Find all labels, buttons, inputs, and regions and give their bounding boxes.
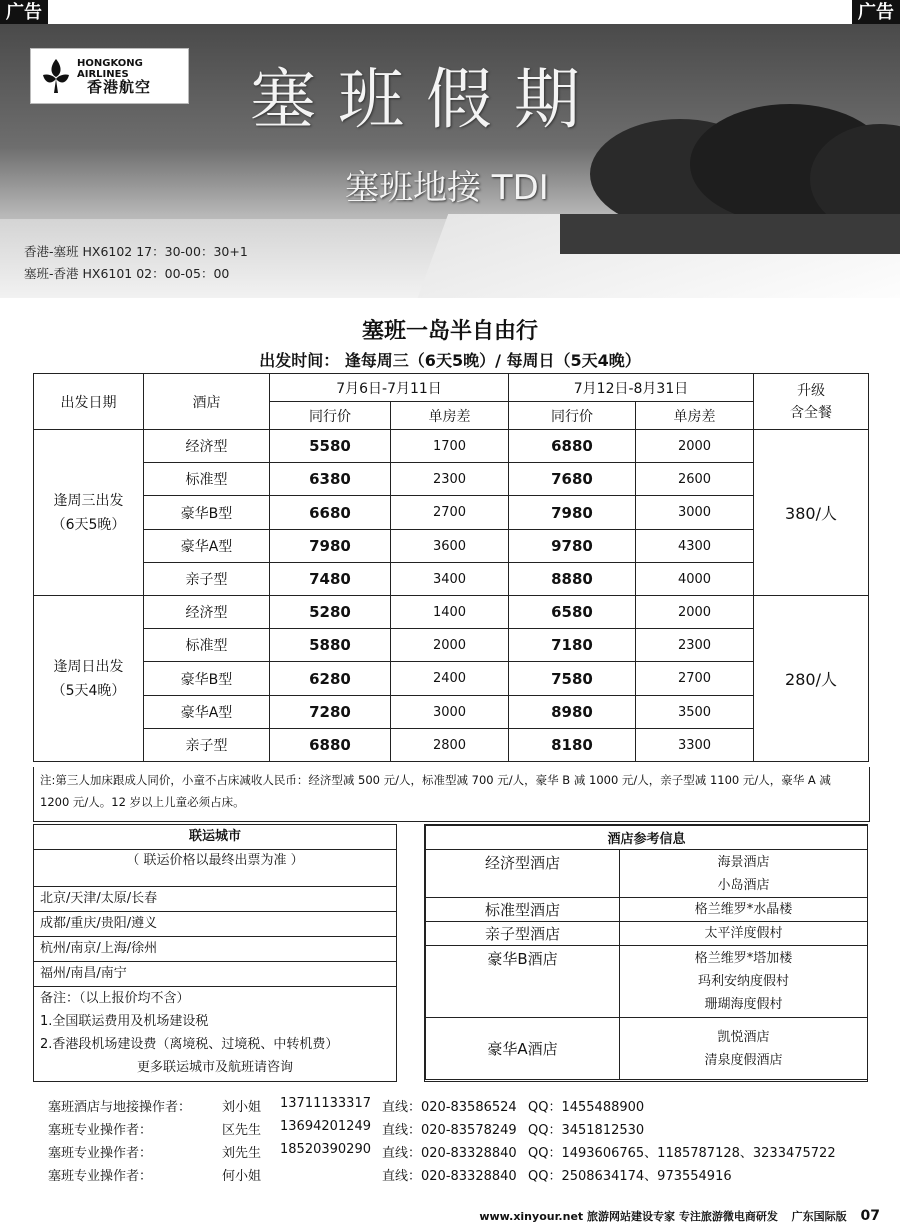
hotel-type: 经济型 <box>144 596 270 629</box>
footer-text: www.xinyour.net 旅游网站建设专家 专注旅游微电商研发 <box>479 1210 778 1223</box>
price-period-1: 5880 <box>270 629 391 662</box>
contact-qq: QQ：1455488900 <box>528 1100 645 1115</box>
banner <box>0 24 900 298</box>
bauhinia-logo-icon <box>39 55 73 95</box>
cities-subtitle: （ 联运价格以最终出票为准 ） <box>34 850 396 887</box>
hotel-row <box>426 1018 868 1080</box>
header-hotel: 酒店 <box>144 374 270 430</box>
hotel-type: 豪华B型 <box>144 662 270 696</box>
single-supplement-1: 1400 <box>391 596 509 629</box>
hotel-type: 经济型 <box>144 430 270 463</box>
contact-name: 刘先生 <box>222 1146 262 1161</box>
price-period-2: 7180 <box>509 629 636 662</box>
price-period-1: 7980 <box>270 530 391 563</box>
hotel-category: 亲子型酒店 <box>426 922 620 946</box>
contact-qq: QQ：3451812530 <box>528 1123 645 1138</box>
contact-row <box>48 1165 868 1188</box>
connecting-cities-box <box>33 824 397 1082</box>
hotel-category: 豪华A酒店 <box>426 1018 620 1080</box>
ad-tag-left: 广告 <box>0 0 48 26</box>
price-row <box>34 530 869 563</box>
group-name: 逢周日出发 （5天4晚） <box>34 596 144 762</box>
hotel-row <box>426 946 868 1018</box>
contact-qq: QQ：1493606765、1185787128、3233475722 <box>528 1146 836 1161</box>
single-supplement-2: 2700 <box>636 662 754 696</box>
contact-role: 塞班专业操作者： <box>48 1169 153 1184</box>
header-single: 单房差 <box>636 402 754 430</box>
price-period-1: 6280 <box>270 662 391 696</box>
hotel-type: 标准型 <box>144 629 270 662</box>
price-period-1: 5280 <box>270 596 391 629</box>
hotel-reference-box <box>424 824 868 1082</box>
header-period-2: 7月12日-8月31日 <box>509 374 754 402</box>
price-period-1: 7480 <box>270 563 391 596</box>
contacts <box>48 1096 868 1188</box>
price-row <box>34 662 869 696</box>
price-period-1: 6380 <box>270 463 391 496</box>
header-date: 出发日期 <box>34 374 144 430</box>
single-supplement-2: 2300 <box>636 629 754 662</box>
price-period-2: 7980 <box>509 496 636 530</box>
price-row <box>34 629 869 662</box>
upgrade-price: 280/人 <box>754 596 869 762</box>
hotel-names: 太平洋度假村 <box>620 922 868 946</box>
group-name: 逢周三出发 （6天5晚） <box>34 430 144 596</box>
contact-role: 塞班酒店与地接操作者： <box>48 1100 192 1115</box>
logo-chinese: 香港航空 <box>87 78 152 96</box>
departure-times: 出发时间： 逢每周三（6天5晚）/ 每周日（5天4晚） <box>259 351 641 370</box>
price-period-2: 7680 <box>509 463 636 496</box>
footer-brand: 广东国际版 <box>791 1210 847 1223</box>
single-supplement-2: 2000 <box>636 430 754 463</box>
contact-tel: 直线：020-83328840 <box>382 1146 517 1161</box>
remark-item: 2.香港段机场建设费（离境税、过境税、中转机费） <box>40 1037 339 1052</box>
single-supplement-1: 3400 <box>391 563 509 596</box>
hotel-row <box>426 898 868 922</box>
contact-mobile: 18520390290 <box>280 1142 371 1157</box>
price-row <box>34 496 869 530</box>
palm-trees-icon <box>560 104 900 254</box>
price-period-1: 7280 <box>270 696 391 729</box>
single-supplement-2: 3000 <box>636 496 754 530</box>
contact-row <box>48 1096 868 1119</box>
price-row <box>34 729 869 762</box>
single-supplement-1: 1700 <box>391 430 509 463</box>
contact-role: 塞班专业操作者： <box>48 1123 153 1138</box>
flight-info: 香港-塞班 HX6102 17：30-00：30+1 <box>24 244 248 259</box>
price-row <box>34 696 869 729</box>
contact-name: 刘小姐 <box>222 1100 262 1115</box>
hotel-type: 亲子型 <box>144 729 270 762</box>
hotel-type: 标准型 <box>144 463 270 496</box>
header-price: 同行价 <box>270 402 391 430</box>
contact-mobile: 13711133317 <box>280 1096 371 1111</box>
header-single: 单房差 <box>391 402 509 430</box>
hotel-type: 豪华A型 <box>144 696 270 729</box>
remark-title: 备注：（以上报价均不含） <box>40 991 190 1006</box>
price-period-2: 6580 <box>509 596 636 629</box>
hotel-category: 豪华B酒店 <box>426 946 620 1018</box>
contact-tel: 直线：020-83578249 <box>382 1123 517 1138</box>
hotel-type: 豪华A型 <box>144 530 270 563</box>
price-period-1: 6680 <box>270 496 391 530</box>
single-supplement-2: 2600 <box>636 463 754 496</box>
remark-more: 更多联运城市及航班请咨询 <box>136 1060 293 1075</box>
hotel-names: 格兰维罗*水晶楼 <box>620 898 868 922</box>
contact-qq: QQ：2508634174、973554916 <box>528 1169 732 1184</box>
contact-name: 何小姐 <box>222 1169 262 1184</box>
hotel-category: 标准型酒店 <box>426 898 620 922</box>
hotel-type: 豪华B型 <box>144 496 270 530</box>
hotel-row <box>426 850 868 898</box>
contact-role: 塞班专业操作者： <box>48 1146 153 1161</box>
header-price: 同行价 <box>509 402 636 430</box>
hotel-table <box>425 825 868 1080</box>
price-row <box>34 430 869 463</box>
single-supplement-1: 2300 <box>391 463 509 496</box>
logo-english: HONGKONG AIRLINES <box>77 58 143 80</box>
hotel-row <box>426 922 868 946</box>
contact-row <box>48 1119 868 1142</box>
single-supplement-1: 2000 <box>391 629 509 662</box>
contact-tel: 直线：020-83328840 <box>382 1169 517 1184</box>
price-period-2: 8880 <box>509 563 636 596</box>
price-row <box>34 463 869 496</box>
city-row: 北京/天津/太原/长春 <box>34 887 396 912</box>
hotel-type: 亲子型 <box>144 563 270 596</box>
contact-row <box>48 1142 868 1165</box>
hotel-names: 凯悦酒店 清泉度假酒店 <box>620 1018 868 1080</box>
page-number: 07 <box>860 1208 880 1224</box>
footer <box>479 1208 880 1224</box>
header-period-1: 7月6日-7月11日 <box>270 374 509 402</box>
banner-subtitle: 塞班地接 TDI <box>345 168 549 208</box>
price-row <box>34 596 869 629</box>
price-period-1: 6880 <box>270 729 391 762</box>
single-supplement-2: 4300 <box>636 530 754 563</box>
price-period-2: 8980 <box>509 696 636 729</box>
airline-logo <box>30 48 189 104</box>
contact-mobile: 13694201249 <box>280 1119 371 1134</box>
hotels-title: 酒店参考信息 <box>426 826 868 850</box>
price-period-2: 8180 <box>509 729 636 762</box>
price-row <box>34 563 869 596</box>
hotel-names: 海景酒店 小岛酒店 <box>620 850 868 898</box>
price-period-2: 6880 <box>509 430 636 463</box>
price-period-2: 7580 <box>509 662 636 696</box>
single-supplement-2: 3500 <box>636 696 754 729</box>
banner-title: 塞班假期 <box>250 61 602 138</box>
cities-title: 联运城市 <box>34 825 396 850</box>
table-note: 注:第三人加床跟成人同价，小童不占床减收人民币：经济型减 500 元/人，标准型减 700 元/人，豪华 B 减 1000 元/人，亲子型减 1100 元/人，豪华 A 减 1200 元/人。12 岁以上儿童必须占床。 <box>33 767 870 822</box>
single-supplement-1: 2400 <box>391 662 509 696</box>
price-period-2: 9780 <box>509 530 636 563</box>
header-upgrade: 升级 含全餐 <box>754 374 869 430</box>
city-row: 福州/南昌/南宁 <box>34 962 396 987</box>
contact-tel: 直线：020-83586524 <box>382 1100 517 1115</box>
flight-info: 塞班-香港 HX6101 02：00-05：00 <box>24 266 230 281</box>
single-supplement-2: 3300 <box>636 729 754 762</box>
city-row: 成都/重庆/贵阳/遵义 <box>34 912 396 937</box>
hotel-category: 经济型酒店 <box>426 850 620 898</box>
hotel-names: 格兰维罗*塔加楼 玛利安纳度假村 珊瑚海度假村 <box>620 946 868 1018</box>
upgrade-price: 380/人 <box>754 430 869 596</box>
single-supplement-1: 2800 <box>391 729 509 762</box>
main-title: 塞班一岛半自由行 <box>361 319 538 344</box>
price-table <box>33 373 869 762</box>
single-supplement-1: 3600 <box>391 530 509 563</box>
single-supplement-1: 3000 <box>391 696 509 729</box>
price-period-1: 5580 <box>270 430 391 463</box>
single-supplement-1: 2700 <box>391 496 509 530</box>
city-row: 杭州/南京/上海/徐州 <box>34 937 396 962</box>
ad-tag-right: 广告 <box>852 0 900 26</box>
single-supplement-2: 2000 <box>636 596 754 629</box>
single-supplement-2: 4000 <box>636 563 754 596</box>
remark-item: 1.全国联运费用及机场建设税 <box>40 1014 209 1029</box>
contact-name: 区先生 <box>222 1123 262 1138</box>
